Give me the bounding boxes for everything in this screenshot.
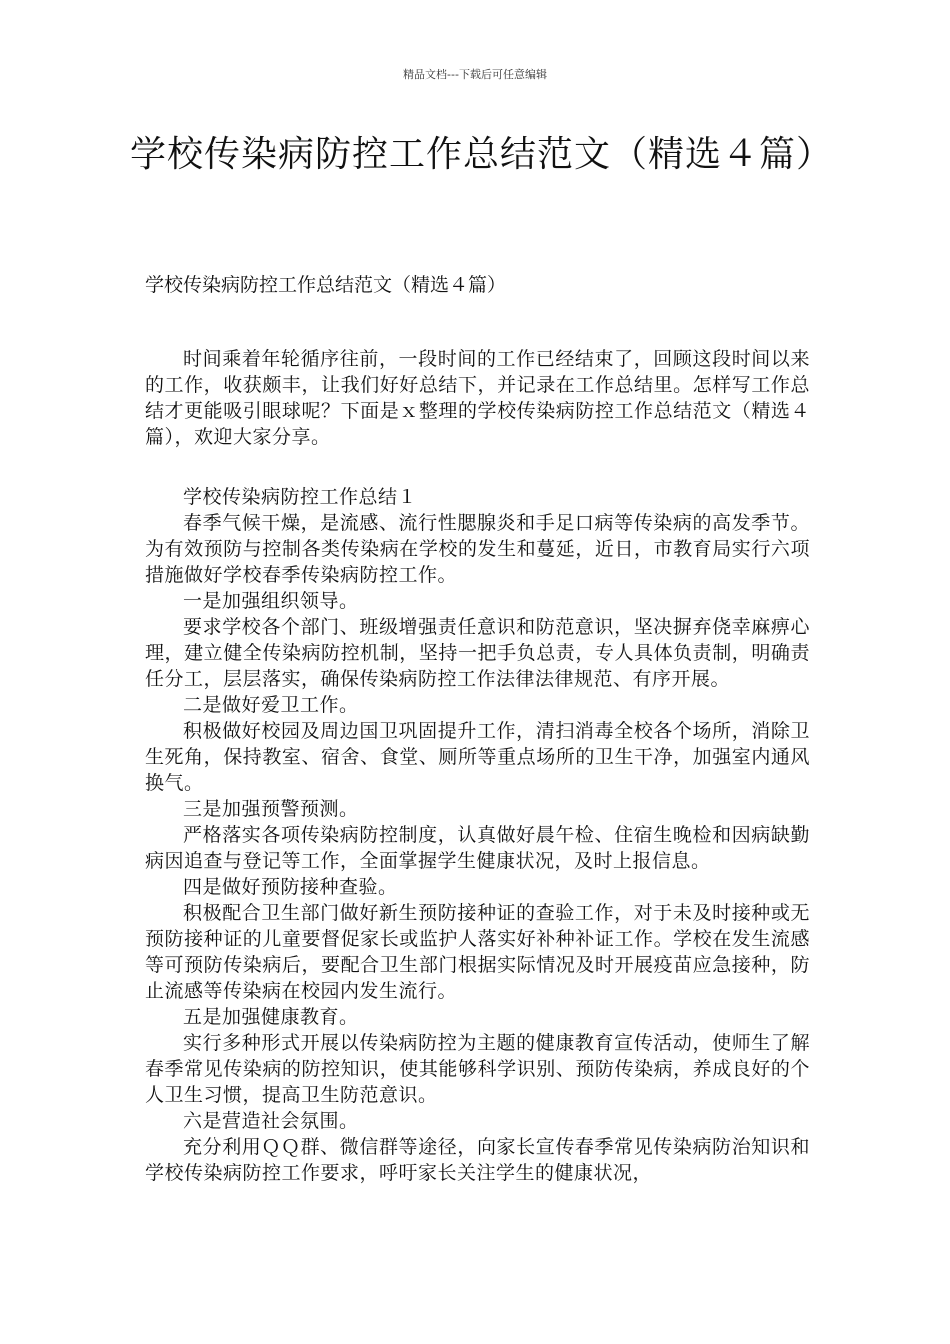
body-paragraph: 春季气候干燥，是流感、流行性腮腺炎和手足口病等传染病的高发季节。为有效预防与控制各类传染病在学校的发生和蔓延，近日，市教育局实行六项措施做好学校春季传染病防控工作。 [145, 512, 810, 586]
measure-heading: 一是加强组织领导。 [183, 590, 359, 612]
body-paragraph: 严格落实各项传染病防控制度，认真做好晨午检、住宿生晚检和因病缺勤病因追查与登记等工作，全面掌握学生健康状况，及时上报信息。 [145, 824, 810, 872]
measure-heading: 二是做好爱卫工作。 [183, 694, 359, 716]
body-paragraph: 积极配合卫生部门做好新生预防接种证的查验工作，对于未及时接种或无预防接种证的儿童要督促家长或监护人落实好补种补证工作。学校在发生流感等可预防传染病后，要配合卫生部门根据实际情况及时开展疫苗应急接种，防止流感等传染病在校园内发生流行。 [145, 902, 810, 1002]
measure-heading: 四是做好预防接种查验。 [183, 876, 398, 898]
body-paragraph: 实行多种形式开展以传染病防控为主题的健康教育宣传活动，使师生了解春季常见传染病的防控知识，使其能够科学识别、预防传染病，养成良好的个人卫生习惯，提高卫生防范意识。 [145, 1032, 810, 1106]
measure-heading: 五是加强健康教育。 [183, 1006, 359, 1028]
page-header-watermark: 精品文档---下载后可任意编辑 [403, 68, 547, 81]
body-paragraph: 充分利用ＱＱ群、微信群等途径，向家长宣传春季常见传染病防治知识和学校传染病防控工作要求，呼吁家长关注学生的健康状况， [145, 1136, 810, 1184]
measure-heading: 三是加强预警预测。 [183, 798, 359, 820]
section-heading: 学校传染病防控工作总结１ [183, 486, 418, 508]
intro-paragraph: 时间乘着年轮循序往前，一段时间的工作已经结束了，回顾这段时间以来的工作，收获颇丰，让我们好好总结下，并记录在工作总结里。怎样写工作总结才更能吸引眼球呢？下面是ｘ整理的学校传染病防控工作总结范文（精选４篇），欢迎大家分享。 [145, 348, 810, 448]
measure-heading: 六是营造社会氛围。 [183, 1110, 359, 1132]
body-paragraph: 要求学校各个部门、班级增强责任意识和防范意识，坚决摒弃侥幸麻痹心理，建立健全传染病防控机制，坚持一把手负总责，专人具体负责制，明确责任分工，层层落实，确保传染病防控工作法律法律规范、有序开展。 [145, 616, 810, 690]
body-paragraph: 积极做好校园及周边国卫巩固提升工作，清扫消毒全校各个场所，消除卫生死角，保持教室、宿舍、食堂、厕所等重点场所的卫生干净，加强室内通风换气。 [145, 720, 810, 794]
document-title: 学校传染病防控工作总结范文（精选４篇） [130, 134, 834, 175]
document-body [145, 346, 810, 1186]
document-subtitle: 学校传染病防控工作总结范文（精选４篇） [145, 274, 507, 296]
